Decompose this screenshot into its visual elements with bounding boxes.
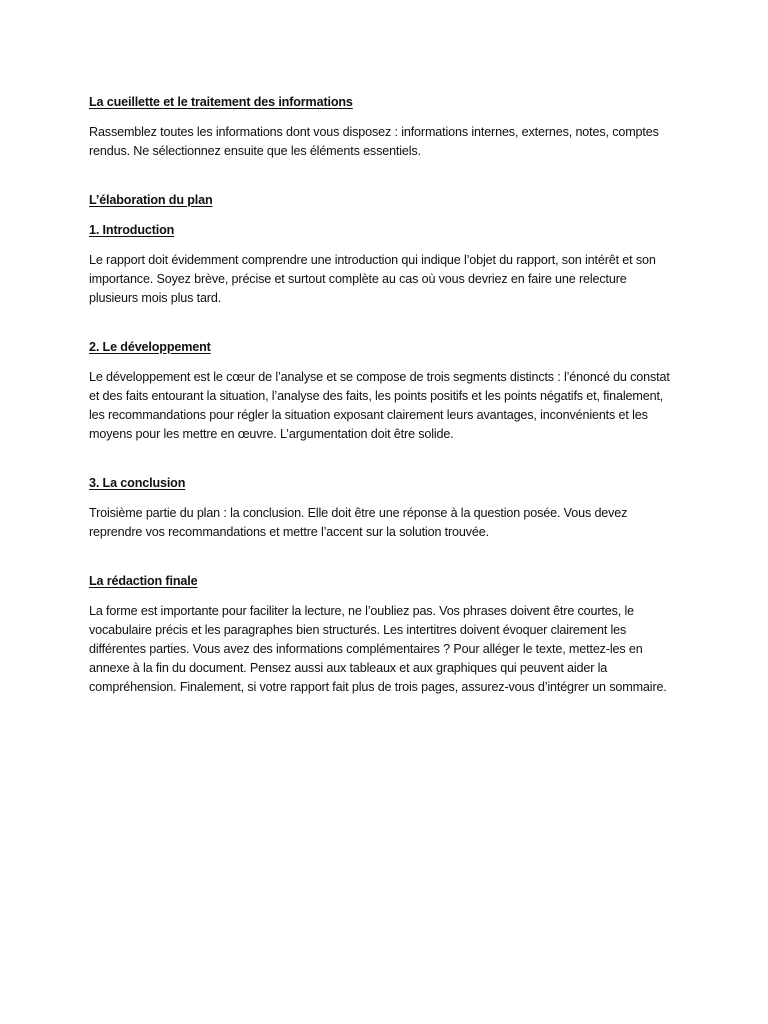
heading-developpement: 2. Le développement	[89, 340, 211, 354]
paragraph-conclusion: Troisième partie du plan : la conclusion. Elle doit être une réponse à la question posée. Vous devez reprendre vos recommandations et mettre l’accent sur la solution trouvée.	[89, 506, 628, 539]
paragraph-cueillette: Rassemblez toutes les informations dont vous disposez : informations internes, externes, notes, comptes rendus. Ne sélectionnez ensuite que les éléments essentiels.	[89, 125, 659, 158]
heading-conclusion: 3. La conclusion	[89, 476, 186, 490]
document-body	[89, 93, 679, 697]
heading-elaboration-plan: L’élaboration du plan	[89, 193, 213, 207]
heading-redaction-finale: La rédaction finale	[89, 574, 198, 588]
paragraph-developpement: Le développement est le cœur de l’analyse et se compose de trois segments distincts : l’énoncé du constat et des faits entourant la situation, l’analyse des faits, les points positifs et les points négatifs et, finalement, les recommandations pour régler la situation exposant clairement leurs avantages, inconvénients et les moyens pour les mettre en œuvre. L’argumentation doit être solide.	[89, 370, 670, 441]
heading-introduction: 1. Introduction	[89, 223, 175, 237]
paragraph-redaction-finale: La forme est importante pour faciliter la lecture, ne l’oubliez pas. Vos phrases doivent être courtes, le vocabulaire précis et les paragraphes bien structurés. Les intertitres doivent évoquer clairement les différentes parties. Vous avez des informations complémentaires ? Pour alléger le texte, mettez-les en annexe à la fin du document. Pensez aussi aux tableaux et aux graphiques qui peuvent aider la compréhension. Finalement, si votre rapport fait plus de trois pages, assurez-vous d’intégrer un sommaire.	[89, 604, 667, 694]
heading-cueillette: La cueillette et le traitement des informations	[89, 95, 353, 109]
paragraph-introduction: Le rapport doit évidemment comprendre une introduction qui indique l’objet du rapport, son intérêt et son importance. Soyez brève, précise et surtout complète au cas où vous devriez en faire une relecture plusieurs mois plus tard.	[89, 253, 656, 305]
